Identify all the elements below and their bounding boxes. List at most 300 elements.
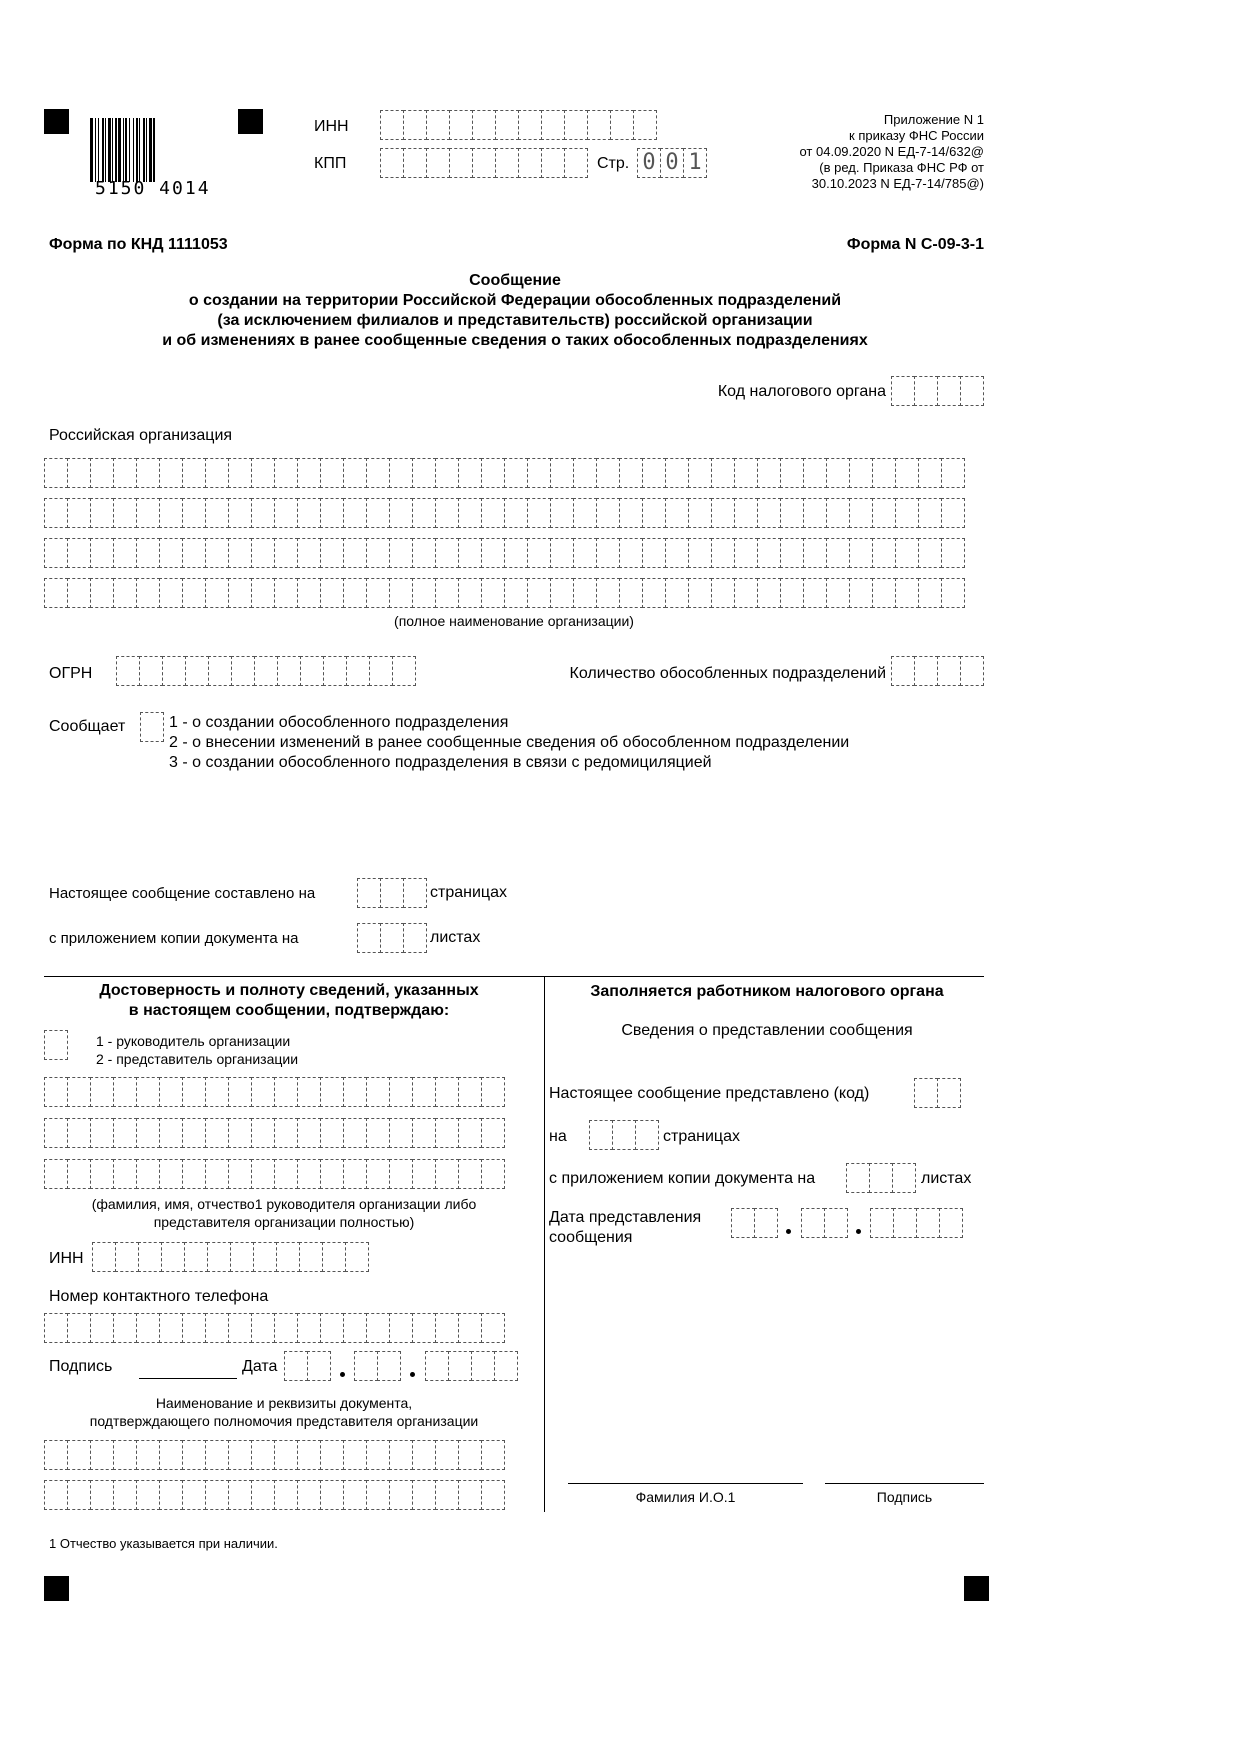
entry-cell[interactable]: [688, 498, 712, 528]
entry-cell[interactable]: [113, 1480, 137, 1510]
entry-cell[interactable]: [596, 498, 620, 528]
officer-fio-line[interactable]: [568, 1483, 803, 1484]
entry-cell[interactable]: [481, 1118, 505, 1148]
signature-line[interactable]: [139, 1378, 237, 1379]
entry-cell[interactable]: [389, 458, 413, 488]
phone-cells[interactable]: [44, 1313, 504, 1343]
entry-cell[interactable]: [90, 1480, 114, 1510]
entry-cell[interactable]: [205, 1313, 229, 1343]
entry-cell[interactable]: [504, 578, 528, 608]
entry-cell[interactable]: [612, 1120, 636, 1150]
entry-cell[interactable]: [895, 458, 919, 488]
entry-cell[interactable]: [44, 1118, 68, 1148]
entry-cell[interactable]: [320, 1313, 344, 1343]
doc-row[interactable]: [44, 1440, 504, 1470]
entry-cell[interactable]: [527, 458, 551, 488]
entry-cell[interactable]: [228, 1159, 252, 1189]
entry-cell[interactable]: [90, 458, 114, 488]
entry-cell[interactable]: [366, 538, 390, 568]
entry-cell[interactable]: [44, 458, 68, 488]
entry-cell[interactable]: [435, 1440, 459, 1470]
entry-cell[interactable]: [251, 578, 275, 608]
entry-cell[interactable]: [251, 1313, 275, 1343]
entry-cell[interactable]: [274, 1077, 298, 1107]
entry-cell[interactable]: [941, 498, 965, 528]
entry-cell[interactable]: [412, 1440, 436, 1470]
entry-cell[interactable]: [665, 498, 689, 528]
entry-cell[interactable]: [449, 148, 473, 178]
entry-cell[interactable]: [323, 656, 347, 686]
entry-cell[interactable]: [254, 656, 278, 686]
entry-cell[interactable]: [610, 110, 634, 140]
entry-cell[interactable]: [320, 1480, 344, 1510]
entry-cell[interactable]: [297, 1077, 321, 1107]
entry-cell[interactable]: [230, 1242, 254, 1272]
entry-cell[interactable]: [826, 538, 850, 568]
entry-cell[interactable]: [619, 578, 643, 608]
entry-cell[interactable]: [550, 578, 574, 608]
entry-cell[interactable]: [113, 458, 137, 488]
entry-cell[interactable]: [136, 1159, 160, 1189]
entry-cell[interactable]: [44, 538, 68, 568]
entry-cell[interactable]: [504, 458, 528, 488]
entry-cell[interactable]: [550, 538, 574, 568]
entry-cell[interactable]: [208, 656, 232, 686]
entry-cell[interactable]: [412, 1077, 436, 1107]
entry-cell[interactable]: [67, 1077, 91, 1107]
entry-cell[interactable]: [587, 110, 611, 140]
entry-cell[interactable]: [893, 1208, 917, 1238]
entry-cell[interactable]: [90, 1440, 114, 1470]
entry-cell[interactable]: [550, 498, 574, 528]
entry-cell[interactable]: [159, 1313, 183, 1343]
entry-cell[interactable]: [849, 498, 873, 528]
entry-cell[interactable]: [937, 376, 961, 406]
entry-cell[interactable]: [343, 538, 367, 568]
entry-cell[interactable]: [182, 1077, 206, 1107]
entry-cell[interactable]: [205, 498, 229, 528]
entry-cell[interactable]: [343, 458, 367, 488]
submission-date-month-cells[interactable]: [801, 1208, 847, 1238]
entry-cell[interactable]: [435, 1159, 459, 1189]
inn-cells[interactable]: [380, 110, 656, 140]
entry-cell[interactable]: [389, 1159, 413, 1189]
entry-cell[interactable]: [403, 878, 427, 908]
entry-cell[interactable]: [472, 110, 496, 140]
entry-cell[interactable]: [892, 1163, 916, 1193]
entry-cell[interactable]: [274, 1118, 298, 1148]
entry-cell[interactable]: [941, 578, 965, 608]
entry-cell[interactable]: [495, 148, 519, 178]
entry-cell[interactable]: [115, 1242, 139, 1272]
entry-cell[interactable]: [136, 578, 160, 608]
entry-cell[interactable]: [182, 578, 206, 608]
entry-cell[interactable]: [389, 1077, 413, 1107]
entry-cell[interactable]: [619, 538, 643, 568]
entry-cell[interactable]: [251, 538, 275, 568]
entry-cell[interactable]: [182, 1313, 206, 1343]
entry-cell[interactable]: [297, 498, 321, 528]
entry-cell[interactable]: [205, 1118, 229, 1148]
entry-cell[interactable]: [754, 1208, 778, 1238]
entry-cell[interactable]: [228, 1118, 252, 1148]
entry-cell[interactable]: [343, 1118, 367, 1148]
entry-cell[interactable]: [481, 1159, 505, 1189]
entry-cell[interactable]: [403, 923, 427, 953]
entry-cell[interactable]: [182, 538, 206, 568]
entry-cell[interactable]: [297, 538, 321, 568]
entry-cell[interactable]: [573, 578, 597, 608]
entry-cell[interactable]: [228, 1313, 252, 1343]
entry-cell[interactable]: [426, 110, 450, 140]
entry-cell[interactable]: [960, 376, 984, 406]
entry-cell[interactable]: [458, 1480, 482, 1510]
entry-cell[interactable]: [320, 498, 344, 528]
entry-cell[interactable]: [182, 1118, 206, 1148]
entry-cell[interactable]: [44, 578, 68, 608]
entry-cell[interactable]: [872, 578, 896, 608]
entry-cell[interactable]: [895, 498, 919, 528]
entry-cell[interactable]: [231, 656, 255, 686]
entry-cell[interactable]: [366, 1313, 390, 1343]
entry-cell[interactable]: [481, 1313, 505, 1343]
entry-cell[interactable]: [642, 498, 666, 528]
entry-cell[interactable]: [731, 1208, 755, 1238]
entry-cell[interactable]: [870, 1208, 894, 1238]
entry-cell[interactable]: [90, 1077, 114, 1107]
entry-cell[interactable]: [481, 1440, 505, 1470]
entry-cell[interactable]: [161, 1242, 185, 1272]
entry-cell[interactable]: [481, 498, 505, 528]
entry-cell[interactable]: [274, 1159, 298, 1189]
pages-cells[interactable]: [357, 878, 426, 908]
entry-cell[interactable]: [412, 458, 436, 488]
entry-cell[interactable]: [573, 498, 597, 528]
entry-cell[interactable]: [481, 538, 505, 568]
entry-cell[interactable]: [891, 656, 915, 686]
entry-cell[interactable]: [67, 538, 91, 568]
entry-cell[interactable]: [67, 1313, 91, 1343]
entry-cell[interactable]: [458, 1313, 482, 1343]
entry-cell[interactable]: [297, 1440, 321, 1470]
entry-cell[interactable]: [366, 1159, 390, 1189]
entry-cell[interactable]: [380, 923, 404, 953]
entry-cell[interactable]: [182, 1159, 206, 1189]
entry-cell[interactable]: [380, 110, 404, 140]
entry-cell[interactable]: [44, 1030, 68, 1060]
entry-cell[interactable]: [67, 1159, 91, 1189]
entry-cell[interactable]: [320, 1440, 344, 1470]
entry-cell[interactable]: [869, 1163, 893, 1193]
entry-cell[interactable]: [803, 538, 827, 568]
entry-cell[interactable]: [518, 148, 542, 178]
date-month-cells[interactable]: [354, 1351, 400, 1381]
submission-date-year-cells[interactable]: [870, 1208, 962, 1238]
entry-cell[interactable]: [184, 1242, 208, 1272]
entry-cell[interactable]: [297, 1313, 321, 1343]
entry-cell[interactable]: [67, 578, 91, 608]
entry-cell[interactable]: [136, 1480, 160, 1510]
entry-cell[interactable]: [711, 578, 735, 608]
submitted-code-cells[interactable]: [914, 1078, 960, 1108]
entry-cell[interactable]: [458, 538, 482, 568]
entry-cell[interactable]: [366, 578, 390, 608]
entry-cell[interactable]: [297, 1159, 321, 1189]
entry-cell[interactable]: [550, 458, 574, 488]
submitted-attach-cells[interactable]: [846, 1163, 915, 1193]
entry-cell[interactable]: [297, 1480, 321, 1510]
entry-cell[interactable]: [113, 1077, 137, 1107]
entry-cell[interactable]: [284, 1351, 308, 1381]
entry-cell[interactable]: [412, 1118, 436, 1148]
entry-cell[interactable]: [688, 578, 712, 608]
entry-cell[interactable]: [113, 1118, 137, 1148]
entry-cell[interactable]: [918, 538, 942, 568]
entry-cell[interactable]: [205, 578, 229, 608]
entry-cell[interactable]: [481, 578, 505, 608]
entry-cell[interactable]: [205, 538, 229, 568]
signer-type-cell[interactable]: [44, 1030, 67, 1060]
entry-cell[interactable]: [159, 1159, 183, 1189]
entry-cell[interactable]: [136, 1313, 160, 1343]
entry-cell[interactable]: [824, 1208, 848, 1238]
entry-cell[interactable]: [711, 538, 735, 568]
entry-cell[interactable]: [504, 498, 528, 528]
entry-cell[interactable]: [253, 1242, 277, 1272]
entry-cell[interactable]: [596, 538, 620, 568]
entry-cell[interactable]: [44, 1159, 68, 1189]
entry-cell[interactable]: [182, 498, 206, 528]
entry-cell[interactable]: [322, 1242, 346, 1272]
entry-cell[interactable]: [159, 1077, 183, 1107]
entry-cell[interactable]: [780, 458, 804, 488]
signer-fio-row[interactable]: [44, 1118, 504, 1148]
entry-cell[interactable]: [113, 1159, 137, 1189]
entry-cell[interactable]: [914, 656, 938, 686]
submission-date-day-cells[interactable]: [731, 1208, 777, 1238]
entry-cell[interactable]: [92, 1242, 116, 1272]
entry-cell[interactable]: [665, 538, 689, 568]
entry-cell[interactable]: [711, 498, 735, 528]
entry-cell[interactable]: [403, 148, 427, 178]
entry-cell[interactable]: [320, 578, 344, 608]
entry-cell[interactable]: [297, 458, 321, 488]
entry-cell[interactable]: [90, 498, 114, 528]
entry-cell[interactable]: [389, 1313, 413, 1343]
entry-cell[interactable]: [780, 498, 804, 528]
entry-cell[interactable]: [320, 1159, 344, 1189]
entry-cell[interactable]: [435, 1480, 459, 1510]
entry-cell[interactable]: [573, 538, 597, 568]
entry-cell[interactable]: [67, 1480, 91, 1510]
entry-cell[interactable]: [116, 656, 140, 686]
entry-cell[interactable]: [849, 538, 873, 568]
entry-cell[interactable]: [564, 110, 588, 140]
entry-cell[interactable]: [162, 656, 186, 686]
entry-cell[interactable]: [228, 1077, 252, 1107]
entry-cell[interactable]: [67, 498, 91, 528]
signer-inn-cells[interactable]: [92, 1242, 368, 1272]
entry-cell[interactable]: [44, 1313, 68, 1343]
entry-cell[interactable]: [380, 878, 404, 908]
entry-cell[interactable]: [44, 498, 68, 528]
entry-cell[interactable]: [228, 458, 252, 488]
entry-cell[interactable]: [458, 1159, 482, 1189]
entry-cell[interactable]: [297, 1118, 321, 1148]
entry-cell[interactable]: [541, 148, 565, 178]
entry-cell[interactable]: [803, 498, 827, 528]
entry-cell[interactable]: [826, 578, 850, 608]
entry-cell[interactable]: [343, 1480, 367, 1510]
entry-cell[interactable]: [274, 578, 298, 608]
entry-cell[interactable]: [44, 1440, 68, 1470]
entry-cell[interactable]: [412, 538, 436, 568]
entry-cell[interactable]: [895, 538, 919, 568]
entry-cell[interactable]: [458, 1118, 482, 1148]
entry-cell[interactable]: [435, 458, 459, 488]
entry-cell[interactable]: [412, 1480, 436, 1510]
tax-authority-code-cells[interactable]: [891, 376, 983, 406]
entry-cell[interactable]: [458, 1077, 482, 1107]
entry-cell[interactable]: [228, 498, 252, 528]
entry-cell[interactable]: [449, 110, 473, 140]
entry-cell[interactable]: [366, 1118, 390, 1148]
entry-cell[interactable]: [113, 538, 137, 568]
entry-cell[interactable]: [299, 1242, 323, 1272]
entry-cell[interactable]: [665, 458, 689, 488]
entry-cell[interactable]: [435, 498, 459, 528]
entry-cell[interactable]: [504, 538, 528, 568]
entry-cell[interactable]: [688, 538, 712, 568]
entry-cell[interactable]: [872, 538, 896, 568]
entry-cell[interactable]: [941, 538, 965, 568]
submitted-pages-cells[interactable]: [589, 1120, 658, 1150]
entry-cell[interactable]: [320, 458, 344, 488]
entry-cell[interactable]: [458, 578, 482, 608]
entry-cell[interactable]: [403, 110, 427, 140]
entry-cell[interactable]: [734, 578, 758, 608]
entry-cell[interactable]: [458, 1440, 482, 1470]
date-year-cells[interactable]: [425, 1351, 517, 1381]
doc-row[interactable]: [44, 1480, 504, 1510]
entry-cell[interactable]: [780, 578, 804, 608]
entry-cell[interactable]: [320, 1077, 344, 1107]
entry-cell[interactable]: [369, 656, 393, 686]
entry-cell[interactable]: [642, 458, 666, 488]
entry-cell[interactable]: [345, 1242, 369, 1272]
entry-cell[interactable]: [274, 458, 298, 488]
entry-cell[interactable]: [914, 376, 938, 406]
entry-cell[interactable]: [113, 1440, 137, 1470]
entry-cell[interactable]: [665, 578, 689, 608]
entry-cell[interactable]: [937, 1078, 961, 1108]
entry-cell[interactable]: [140, 712, 164, 742]
entry-cell[interactable]: [274, 1440, 298, 1470]
entry-cell[interactable]: [619, 498, 643, 528]
entry-cell[interactable]: [205, 1159, 229, 1189]
entry-cell[interactable]: [481, 1480, 505, 1510]
entry-cell[interactable]: [251, 1480, 275, 1510]
entry-cell[interactable]: [891, 376, 915, 406]
entry-cell[interactable]: [136, 458, 160, 488]
entry-cell[interactable]: [872, 498, 896, 528]
entry-cell[interactable]: [389, 1118, 413, 1148]
entry-cell[interactable]: [90, 538, 114, 568]
entry-cell[interactable]: [343, 1077, 367, 1107]
entry-cell[interactable]: [780, 538, 804, 568]
entry-cell[interactable]: [635, 1120, 659, 1150]
entry-cell[interactable]: [320, 538, 344, 568]
entry-cell[interactable]: [711, 458, 735, 488]
entry-cell[interactable]: [914, 1078, 938, 1108]
date-day-cells[interactable]: [284, 1351, 330, 1381]
entry-cell[interactable]: [67, 1118, 91, 1148]
entry-cell[interactable]: [139, 656, 163, 686]
entry-cell[interactable]: [757, 538, 781, 568]
report-type-cell[interactable]: [140, 712, 163, 742]
entry-cell[interactable]: [205, 1077, 229, 1107]
entry-cell[interactable]: [803, 578, 827, 608]
entry-cell[interactable]: [849, 578, 873, 608]
entry-cell[interactable]: [251, 1440, 275, 1470]
org-name-row[interactable]: [44, 498, 964, 528]
entry-cell[interactable]: [320, 1118, 344, 1148]
entry-cell[interactable]: [471, 1351, 495, 1381]
entry-cell[interactable]: [251, 1159, 275, 1189]
entry-cell[interactable]: [276, 1242, 300, 1272]
entry-cell[interactable]: [366, 458, 390, 488]
entry-cell[interactable]: [633, 110, 657, 140]
entry-cell[interactable]: [448, 1351, 472, 1381]
entry-cell[interactable]: [136, 1440, 160, 1470]
entry-cell[interactable]: [377, 1351, 401, 1381]
entry-cell[interactable]: [412, 498, 436, 528]
entry-cell[interactable]: [343, 1159, 367, 1189]
entry-cell[interactable]: [389, 498, 413, 528]
org-name-row[interactable]: [44, 458, 964, 488]
entry-cell[interactable]: [918, 458, 942, 488]
entry-cell[interactable]: [274, 1480, 298, 1510]
entry-cell[interactable]: [274, 538, 298, 568]
entry-cell[interactable]: [849, 458, 873, 488]
entry-cell[interactable]: [366, 1480, 390, 1510]
entry-cell[interactable]: [136, 1118, 160, 1148]
entry-cell[interactable]: [435, 578, 459, 608]
entry-cell[interactable]: [228, 1440, 252, 1470]
entry-cell[interactable]: [159, 578, 183, 608]
entry-cell[interactable]: [136, 1077, 160, 1107]
org-name-row[interactable]: [44, 538, 964, 568]
entry-cell[interactable]: [307, 1351, 331, 1381]
entry-cell[interactable]: [44, 1077, 68, 1107]
entry-cell[interactable]: [757, 458, 781, 488]
entry-cell[interactable]: [228, 1480, 252, 1510]
entry-cell[interactable]: [113, 498, 137, 528]
entry-cell[interactable]: [207, 1242, 231, 1272]
entry-cell[interactable]: [392, 656, 416, 686]
entry-cell[interactable]: [343, 578, 367, 608]
entry-cell[interactable]: [182, 1440, 206, 1470]
entry-cell[interactable]: [274, 498, 298, 528]
entry-cell[interactable]: [67, 1440, 91, 1470]
org-name-row[interactable]: [44, 578, 964, 608]
entry-cell[interactable]: [937, 656, 961, 686]
officer-signature-line[interactable]: [825, 1483, 984, 1484]
entry-cell[interactable]: [90, 1118, 114, 1148]
entry-cell[interactable]: [435, 1118, 459, 1148]
entry-cell[interactable]: [472, 148, 496, 178]
entry-cell[interactable]: [573, 458, 597, 488]
